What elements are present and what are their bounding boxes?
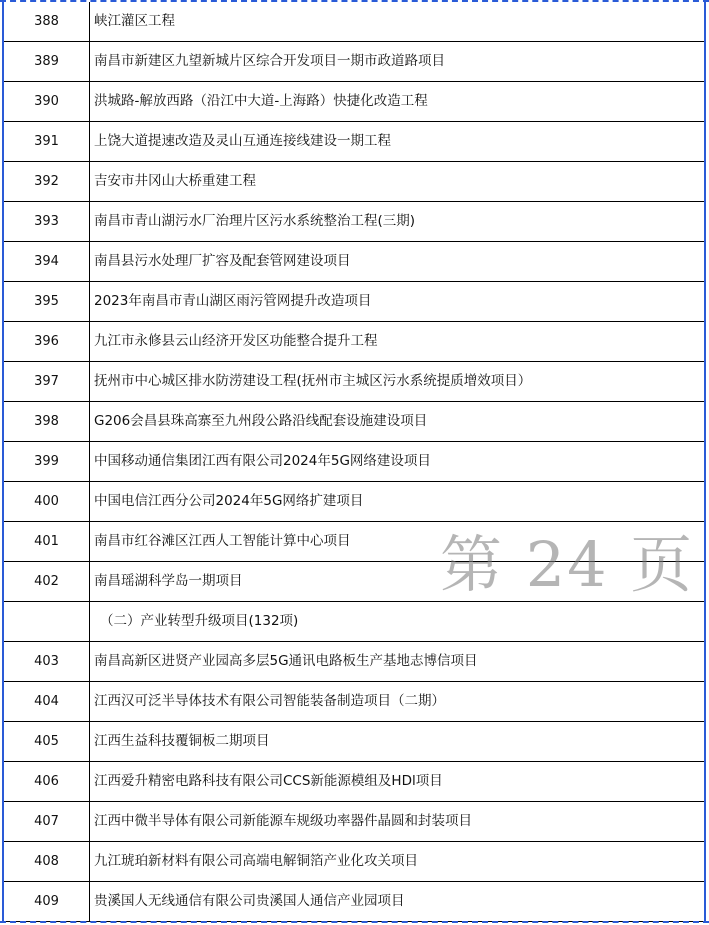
table-row [4,642,704,682]
table-row [4,522,704,562]
table-row [4,762,704,802]
project-name: 抚州市中心城区排水防涝建设工程(抚州市主城区污水系统提质增效项目） [94,373,532,389]
row-number: 409 [4,882,90,921]
project-table [2,2,706,922]
table-row [4,2,704,42]
row-number: 394 [4,242,90,281]
project-name: 峡江灌区工程 [94,13,175,29]
project-name: 中国电信江西分公司2024年5G网络扩建项目 [94,493,364,509]
table-row [4,562,704,602]
row-number: 408 [4,842,90,881]
project-name: 上饶大道提速改造及灵山互通连接线建设一期工程 [94,133,391,149]
row-number: 389 [4,42,90,81]
row-number: 405 [4,722,90,761]
row-number: 399 [4,442,90,481]
table-row [4,482,704,522]
row-number: 400 [4,482,90,521]
project-name: 南昌市红谷滩区江西人工智能计算中心项目 [94,533,351,549]
table-row [4,722,704,762]
project-name: 江西爱升精密电路科技有限公司CCS新能源模组及HDl项目 [94,773,443,789]
table-row [4,82,704,122]
page-number-watermark: 第 24 页 [440,528,695,601]
row-number: 393 [4,202,90,241]
table-row [4,802,704,842]
project-name: 南昌县污水处理厂扩容及配套管网建设项目 [94,253,351,269]
section-header-row [4,602,704,642]
table-row [4,682,704,722]
row-number: 390 [4,82,90,121]
row-number [4,602,90,641]
project-name: 江西生益科技覆铜板二期项目 [94,733,270,749]
table-row [4,362,704,402]
page-bottom-border [0,921,709,923]
table-row [4,282,704,322]
table-row [4,882,704,922]
table-row [4,162,704,202]
row-number: 391 [4,122,90,161]
section-title: （二）产业转型升级项目(132项) [100,613,299,629]
row-number: 388 [4,2,90,41]
row-number: 395 [4,282,90,321]
table-row [4,322,704,362]
row-number: 397 [4,362,90,401]
project-name: 九江琥珀新材料有限公司高端电解铜箔产业化攻关项目 [94,853,418,869]
table-row [4,242,704,282]
row-number: 402 [4,562,90,601]
project-name: 南昌市青山湖污水厂治理片区污水系统整治工程(三期) [94,213,416,229]
project-name: 2023年南昌市青山湖区雨污管网提升改造项目 [94,293,372,309]
project-name: 吉安市井冈山大桥重建工程 [94,173,256,189]
project-name: 洪城路-解放西路（沿江中大道-上海路）快捷化改造工程 [94,93,428,109]
table-row [4,842,704,882]
row-number: 404 [4,682,90,721]
table-row [4,122,704,162]
row-number: 403 [4,642,90,681]
project-name: G206会昌县珠高寨至九州段公路沿线配套设施建设项目 [94,413,428,429]
row-number: 406 [4,762,90,801]
project-name: 南昌高新区进贤产业园高多层5G通讯电路板生产基地志博信项目 [94,653,478,669]
project-name: 中国移动通信集团江西有限公司2024年5G网络建设项目 [94,453,431,469]
table-row [4,42,704,82]
table-row [4,442,704,482]
project-name: 南昌瑶湖科学岛一期项目 [94,573,243,589]
row-number: 392 [4,162,90,201]
table-row [4,402,704,442]
project-name: 江西中微半导体有限公司新能源车规级功率器件晶圆和封装项目 [94,813,472,829]
row-number: 401 [4,522,90,561]
project-name: 江西汉可泛半导体技术有限公司智能装备制造项目（二期） [94,693,445,709]
row-number: 398 [4,402,90,441]
row-number: 396 [4,322,90,361]
project-name: 九江市永修县云山经济开发区功能整合提升工程 [94,333,378,349]
row-number: 407 [4,802,90,841]
project-name: 贵溪国人无线通信有限公司贵溪国人通信产业园项目 [94,893,405,909]
project-name: 南昌市新建区九望新城片区综合开发项目一期市政道路项目 [94,53,445,69]
table-row [4,202,704,242]
